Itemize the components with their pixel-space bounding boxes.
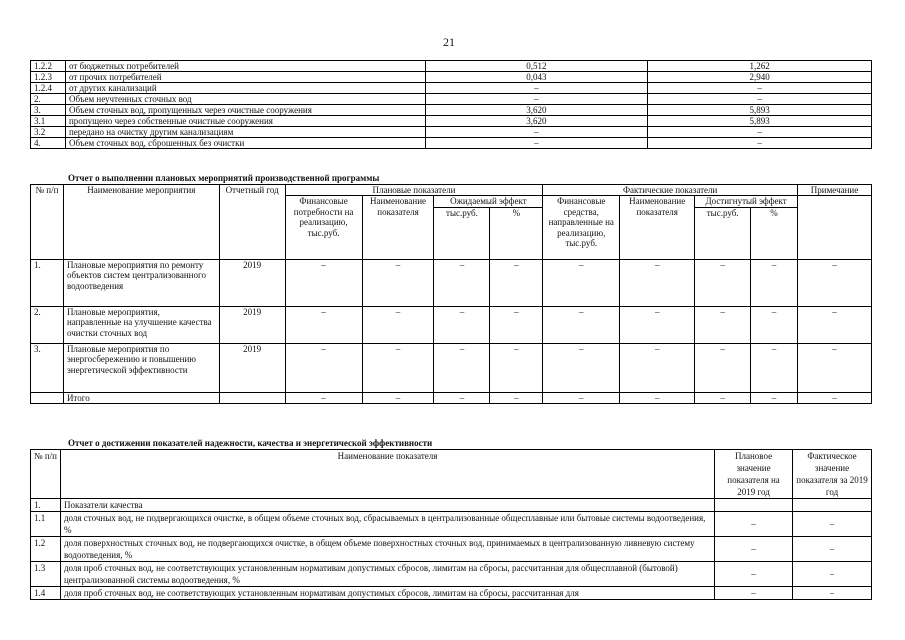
- header-act-indicator: Наименование показателя: [620, 196, 695, 259]
- row-number: 1.2: [31, 537, 61, 562]
- row-name: пропущено через собственные очистные сооружения: [65, 116, 425, 127]
- planned-value: –: [715, 537, 793, 562]
- row-name: Объем сточных вод, пропущенных через очистные сооружения: [65, 105, 425, 116]
- row-number: 1.3: [31, 562, 61, 587]
- row-value-plan: –: [425, 83, 648, 94]
- header-act-fin: Финансовые средства, направленные на реализацию, тыс.руб.: [543, 196, 620, 259]
- dash-cell: –: [695, 343, 751, 392]
- row-number: 3.1: [31, 116, 66, 127]
- header-year: Отчетный год: [219, 185, 285, 260]
- row-name: Объем неучтенных сточных вод: [65, 94, 425, 105]
- planned-value: –: [715, 587, 793, 600]
- note-cell: –: [798, 343, 872, 392]
- table-row: [31, 537, 872, 562]
- row-number: 1.4: [31, 587, 61, 600]
- dash-cell: –: [490, 306, 543, 343]
- measures-table: [30, 184, 872, 404]
- dash-cell: –: [543, 392, 620, 403]
- table-row: [31, 499, 872, 512]
- row-value-actual: –: [648, 83, 872, 94]
- note-cell: –: [798, 306, 872, 343]
- header-expected-effect: Ожидаемый эффект: [434, 196, 543, 207]
- measure-name: Плановые мероприятия, направленные на улучшение качества очистки сточных вод: [63, 306, 219, 343]
- dash-cell: –: [751, 343, 798, 392]
- report-year: 2019: [219, 306, 285, 343]
- header-act-pct: %: [751, 207, 798, 259]
- dash-cell: –: [285, 343, 362, 392]
- row-value-plan: –: [425, 94, 648, 105]
- dash-cell: –: [490, 392, 543, 403]
- row-value-actual: 2,940: [648, 72, 872, 83]
- table-row: [31, 127, 872, 138]
- table-row: [31, 512, 872, 537]
- dash-cell: –: [434, 392, 490, 403]
- section-title-measures: Отчет о выполнении плановых мероприятий производственной программы: [68, 173, 380, 183]
- dash-cell: –: [695, 392, 751, 403]
- actual-value: –: [793, 587, 872, 600]
- section-title-indicators: Отчет о достижении показателей надежности, качества и энергетической эффективности: [68, 438, 433, 448]
- indicator-name: доля проб сточных вод, не соответствующих установленным нормативам допустимых сбросов, лимитам на сбросы, рассчитанная для общесплавной (бытовой) централизованной системы водоотведения, %: [60, 562, 714, 587]
- row-number: 1.1: [31, 512, 61, 537]
- row-value-plan: 0,512: [425, 61, 648, 72]
- table-row: [31, 83, 872, 94]
- header-note: Примечание: [798, 185, 872, 196]
- planned-value: –: [715, 512, 793, 537]
- dash-cell: –: [285, 392, 362, 403]
- header-planned: Плановые показатели: [285, 185, 543, 196]
- header-num: № п/п: [31, 450, 61, 499]
- row-name: от бюджетных потребителей: [65, 61, 425, 72]
- planned-value: [715, 499, 793, 512]
- measure-name: Плановые мероприятия по ремонту объектов систем централизованного водоотведения: [63, 259, 219, 306]
- header-note-blank: [798, 196, 872, 259]
- report-year: [219, 392, 285, 403]
- row-value-plan: 3,620: [425, 105, 648, 116]
- header-actual: Фактические показатели: [543, 185, 798, 196]
- row-value-actual: 1,262: [648, 61, 872, 72]
- row-number: 2.: [31, 94, 66, 105]
- row-number: 1.: [31, 499, 61, 512]
- table-row: [31, 72, 872, 83]
- row-number: 1.2.2: [31, 61, 66, 72]
- header-achieved-effect: Достигнутый эффект: [695, 196, 798, 207]
- actual-value: –: [793, 537, 872, 562]
- table-row: [31, 94, 872, 105]
- table-row: [31, 343, 872, 392]
- dash-cell: –: [490, 259, 543, 306]
- dash-cell: –: [543, 259, 620, 306]
- dash-cell: –: [362, 259, 434, 306]
- actual-value: –: [793, 512, 872, 537]
- actual-value: –: [793, 562, 872, 587]
- row-value-plan: 0,043: [425, 72, 648, 83]
- dash-cell: –: [751, 306, 798, 343]
- header-plan-pct: %: [490, 207, 543, 259]
- dash-cell: –: [751, 259, 798, 306]
- indicators-table: [30, 449, 872, 600]
- actual-value: [793, 499, 872, 512]
- indicator-name: доля проб сточных вод, не соответствующих установленным нормативам допустимых сбросов, лимитам на сбросы, рассчитанная для: [60, 587, 714, 600]
- row-value-plan: 3,620: [425, 116, 648, 127]
- dash-cell: –: [434, 343, 490, 392]
- dash-cell: –: [362, 306, 434, 343]
- header-plan-indicator: Наименование показателя: [362, 196, 434, 259]
- dash-cell: –: [434, 306, 490, 343]
- row-number: 2.: [31, 306, 64, 343]
- planned-value: –: [715, 562, 793, 587]
- row-value-actual: 5,893: [648, 105, 872, 116]
- header-act-rub: тыс.руб.: [695, 207, 751, 259]
- dash-cell: –: [362, 392, 434, 403]
- table-row: [31, 562, 872, 587]
- row-number: 3.: [31, 343, 64, 392]
- row-name: передано на очистку другим канализациям: [65, 127, 425, 138]
- header-indicator-name: Наименование показателя: [60, 450, 714, 499]
- dash-cell: –: [695, 306, 751, 343]
- note-cell: –: [798, 259, 872, 306]
- dash-cell: –: [285, 259, 362, 306]
- indicator-name: доля поверхностных сточных вод, не подвергающихся очистке, в общем объеме поверхностных сточных вод, принимаемых в централизованную ливневую систему водоотведения, %: [60, 537, 714, 562]
- row-value-plan: –: [425, 127, 648, 138]
- report-year: 2019: [219, 259, 285, 306]
- table-row: [31, 116, 872, 127]
- row-value-actual: 5,893: [648, 116, 872, 127]
- header-measure-name: Наименование мероприятия: [63, 185, 219, 260]
- row-name: от прочих потребителей: [65, 72, 425, 83]
- header-plan-fin: Финансовые потребности на реализацию, тыс.руб.: [285, 196, 362, 259]
- row-value-actual: –: [648, 138, 872, 149]
- row-number: 3.: [31, 105, 66, 116]
- table-row: [31, 587, 872, 600]
- dash-cell: –: [620, 306, 695, 343]
- row-value-actual: –: [648, 94, 872, 105]
- row-number: 1.: [31, 259, 64, 306]
- note-cell: –: [798, 392, 872, 403]
- dash-cell: –: [751, 392, 798, 403]
- dash-cell: –: [620, 392, 695, 403]
- row-value-plan: –: [425, 138, 648, 149]
- total-label: Итого: [63, 392, 219, 403]
- table-row: [31, 105, 872, 116]
- row-name: Объем сточных вод, сброшенных без очистки: [65, 138, 425, 149]
- header-actual-value: Фактическое значение показателя за 2019 год: [793, 450, 872, 499]
- report-year: 2019: [219, 343, 285, 392]
- volumes-table: [30, 60, 872, 149]
- total-row: [31, 392, 872, 403]
- row-number: 3.2: [31, 127, 66, 138]
- table-row: [31, 306, 872, 343]
- dash-cell: –: [620, 259, 695, 306]
- header-plan-rub: тыс.руб.: [434, 207, 490, 259]
- dash-cell: –: [490, 343, 543, 392]
- row-number: 1.2.3: [31, 72, 66, 83]
- header-planned-value: Плановое значение показателя на 2019 год: [715, 450, 793, 499]
- row-number: [31, 392, 64, 403]
- row-number: 1.2.4: [31, 83, 66, 94]
- dash-cell: –: [543, 343, 620, 392]
- dash-cell: –: [434, 259, 490, 306]
- table-row: [31, 259, 872, 306]
- indicator-name: доля сточных вод, не подвергающихся очистке, в общем объеме сточных вод, сбрасываемых в централизованные общесплавные или бытовые системы водоотведения, %: [60, 512, 714, 537]
- row-value-actual: –: [648, 127, 872, 138]
- row-number: 4.: [31, 138, 66, 149]
- header-num: № п/п: [31, 185, 64, 260]
- dash-cell: –: [543, 306, 620, 343]
- dash-cell: –: [695, 259, 751, 306]
- indicator-name: Показатели качества: [60, 499, 714, 512]
- table-row: [31, 61, 872, 72]
- table-row: [31, 138, 872, 149]
- measure-name: Плановые мероприятия по энергосбережению и повышению энергетической эффективности: [63, 343, 219, 392]
- row-name: от других канализаций: [65, 83, 425, 94]
- dash-cell: –: [362, 343, 434, 392]
- dash-cell: –: [285, 306, 362, 343]
- page-number: 21: [443, 35, 455, 49]
- dash-cell: –: [620, 343, 695, 392]
